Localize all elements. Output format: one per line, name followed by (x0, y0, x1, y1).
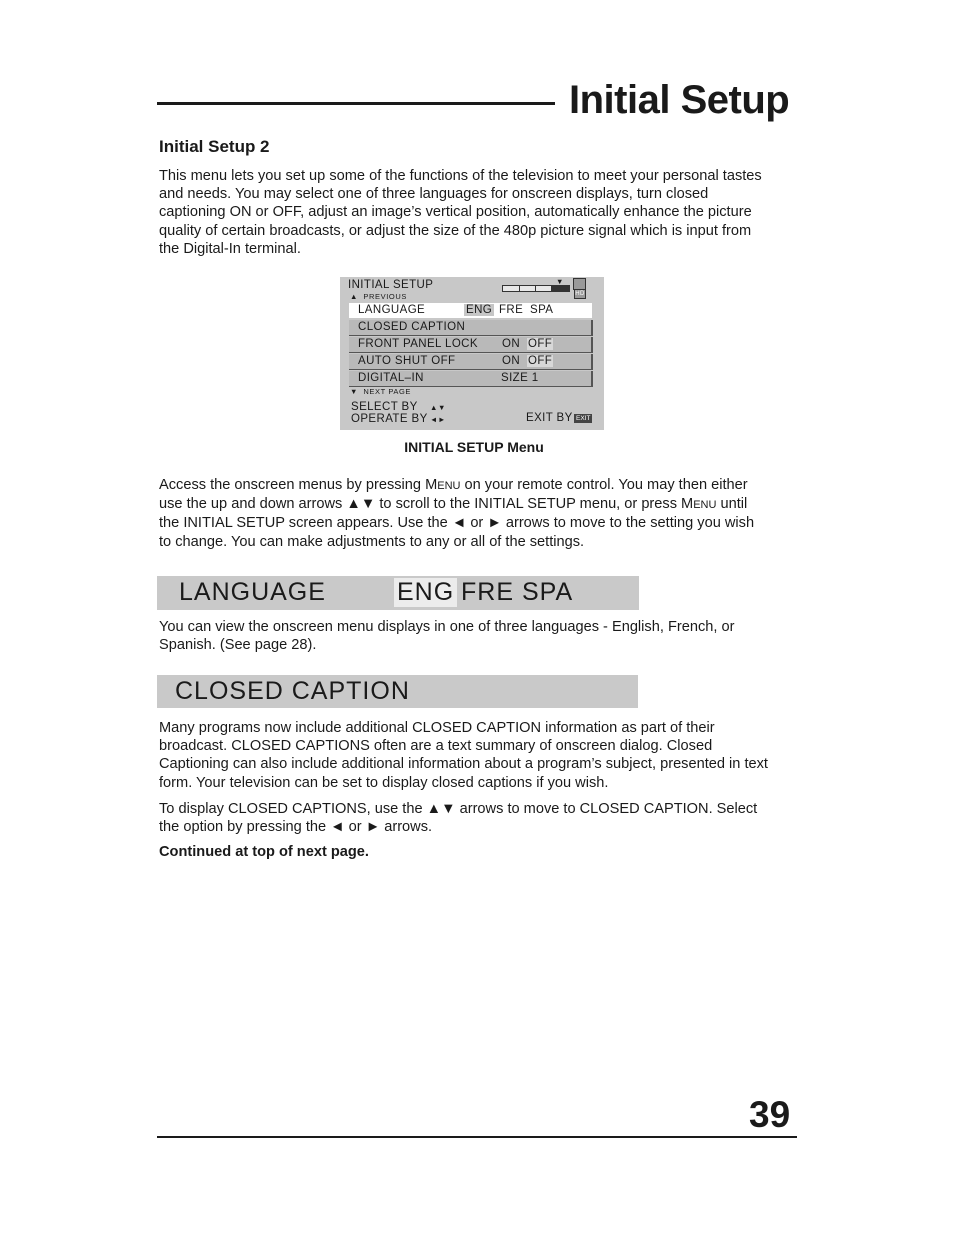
header-rule (157, 102, 555, 105)
osd-option: FRE (499, 304, 524, 316)
closed-caption-instructions (159, 800, 757, 836)
osd-option: OFF (528, 338, 553, 350)
intro-line: and needs. You may select one of three languages for onscreen displays, turn closed (159, 186, 709, 203)
osd-exit-badge: EXIT (576, 415, 591, 422)
osd-pointer-icon: ▼ (556, 277, 565, 286)
language-line: You can view the onscreen menu displays in one of three languages - English, French, or (159, 619, 735, 635)
section-subtitle: Initial Setup 2 (159, 137, 270, 156)
osd-progress-bar (502, 285, 570, 292)
page-title: Initial Setup (569, 78, 790, 122)
osd-row-digital-in (349, 371, 593, 387)
osd-row-auto-shut-off (349, 354, 593, 370)
osd-previous: ▲ PREVIOUS (350, 292, 407, 301)
intro-line: captioning ON or OFF, adjust an image’s vertical position, automatically enhance the picture (159, 204, 752, 221)
osd-row-label: DIGITAL–IN (358, 372, 424, 384)
osd-option: OFF (528, 355, 553, 367)
language-option: SPA (522, 578, 574, 606)
page-number: 39 (749, 1094, 791, 1135)
osd-row-language (349, 303, 592, 318)
access-line: the INITIAL SETUP screen appears. Use the ◄ or ► arrows to move to the setting you wish (159, 515, 755, 532)
continued-note: Continued at top of next page. (159, 844, 369, 860)
access-line: use the up and down arrows ▲▼ to scroll to the INITIAL SETUP menu, or press MENU until (159, 496, 748, 513)
cc-line: broadcast. CLOSED CAPTIONS often are a text summary of onscreen dialog. Closed (159, 738, 713, 755)
language-banner-label: LANGUAGE (179, 578, 326, 606)
intro-line: quality of certain broadcasts, or adjust the size of the 480p picture signal which is input from (159, 222, 752, 239)
osd-option: ON (502, 355, 521, 367)
osd-row-front-panel-lock (349, 337, 593, 353)
osd-option: SIZE 1 (501, 372, 539, 384)
closed-caption-banner-label: CLOSED CAPTION (175, 677, 410, 705)
language-option: FRE (461, 578, 514, 606)
cc-line: Captioning can also include additional information about a program’s subject, presented in text (159, 756, 768, 773)
osd-option: SPA (530, 304, 554, 316)
osd-select-by: SELECT BY (351, 401, 418, 413)
initial-setup-osd (340, 277, 604, 430)
osd-row-label: CLOSED CAPTION (358, 321, 466, 333)
access-paragraph (159, 476, 754, 551)
osd-row-closed-caption (349, 320, 593, 336)
cc-line: form. Your television can be set to display closed captions if you wish. (159, 774, 609, 791)
language-line: Spanish. (See page 28). (159, 637, 317, 654)
intro-line: the Digital-In terminal. (159, 240, 301, 257)
osd-exit-by: EXIT BY (526, 412, 573, 424)
footer-rule (157, 1136, 797, 1138)
closed-caption-paragraph (159, 719, 768, 792)
intro-paragraph (159, 167, 762, 258)
left-right-arrows-icon: ◄► (430, 415, 447, 424)
language-banner (157, 576, 639, 610)
language-paragraph (159, 618, 734, 654)
osd-row-label: LANGUAGE (358, 304, 426, 316)
cc-line: Many programs now include additional CLOSED CAPTION information as part of their (159, 720, 715, 736)
osd-next-page: ▼ NEXT PAGE (350, 387, 412, 396)
osd-hd-badge: HD (575, 291, 585, 297)
osd-caption: INITIAL SETUP Menu (404, 439, 544, 455)
cc-instruction-line: the option by pressing the ◄ or ► arrows. (159, 819, 433, 836)
access-line: to change. You can make adjustments to any or all of the settings. (159, 533, 585, 550)
closed-caption-banner (157, 675, 638, 708)
osd-option: ENG (466, 304, 493, 316)
osd-operate-by: OPERATE BY (351, 413, 428, 425)
access-line: Access the onscreen menus by pressing MENU on your remote control. You may then either (159, 477, 748, 493)
cc-instruction-line: To display CLOSED CAPTIONS, use the ▲▼ arrows to move to CLOSED CAPTION. Select (159, 801, 758, 817)
osd-row-label: FRONT PANEL LOCK (358, 338, 478, 350)
intro-line: This menu lets you set up some of the functions of the television to meet your personal tastes (159, 168, 762, 184)
language-option-selected: ENG (394, 578, 457, 607)
osd-title: INITIAL SETUP (348, 279, 434, 291)
osd-option: ON (502, 338, 521, 350)
up-down-arrows-icon: ▲▼ (430, 403, 447, 412)
osd-row-label: AUTO SHUT OFF (358, 355, 456, 367)
